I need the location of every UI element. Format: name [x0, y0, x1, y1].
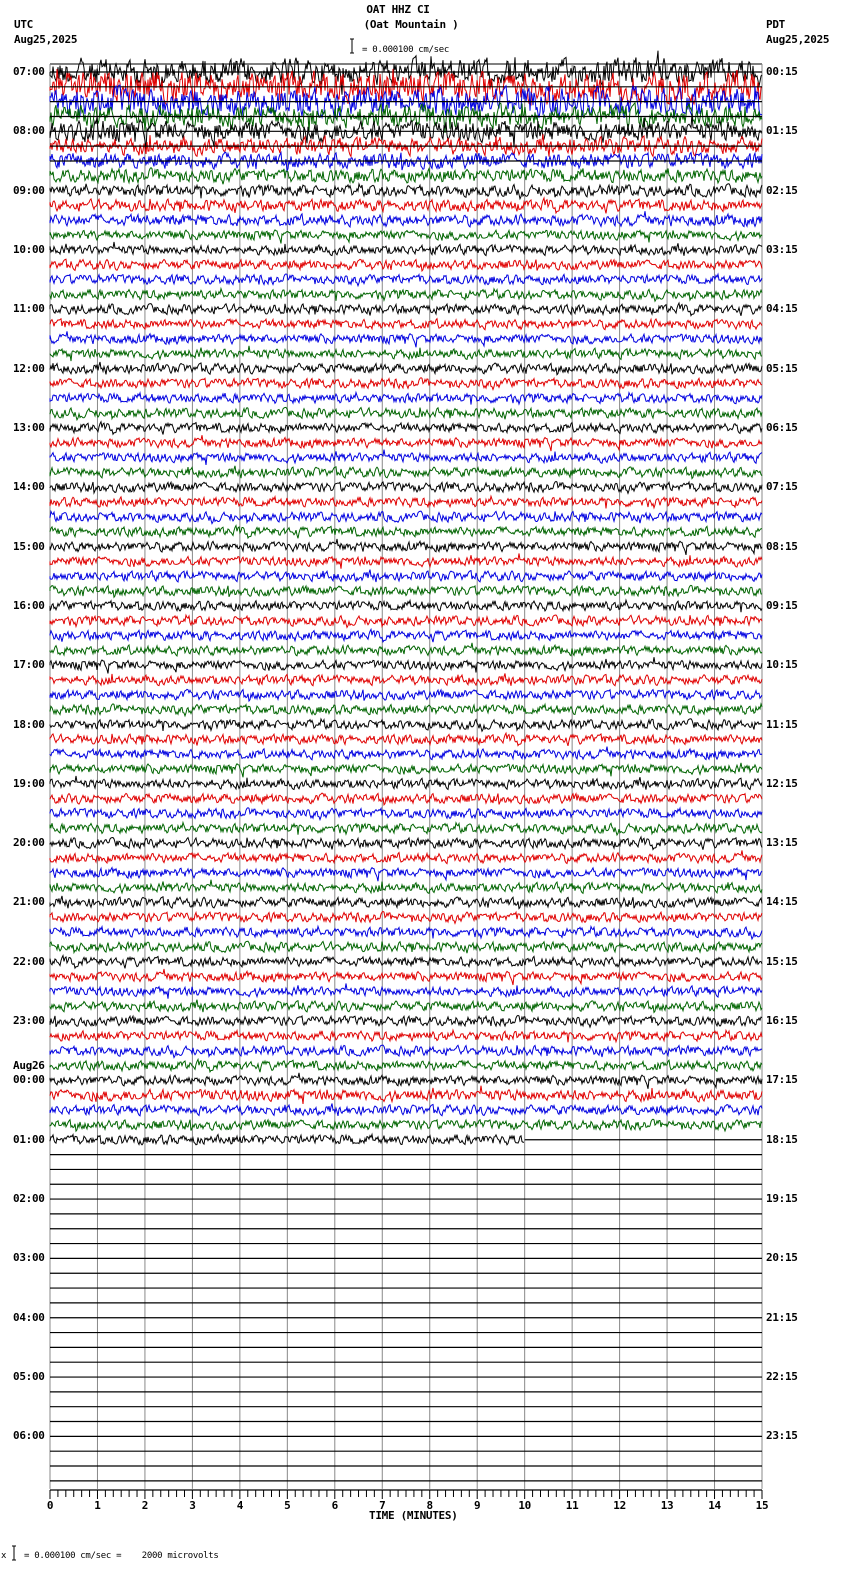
utc-label: UTC [14, 18, 33, 31]
utc-hour-label: 14:00 [13, 480, 45, 494]
x-tick-label: 6 [331, 1499, 338, 1512]
x-tick-label: 12 [613, 1499, 626, 1512]
pdt-hour-label: 10:15 [766, 658, 798, 672]
x-tick-label: 4 [236, 1499, 244, 1512]
pdt-hour-label: 23:15 [766, 1429, 798, 1443]
utc-hour-label: 02:00 [13, 1192, 45, 1206]
pdt-hour-label: 04:15 [766, 302, 798, 316]
pdt-hour-label: 08:15 [766, 539, 798, 553]
utc-hour-label: 11:00 [13, 302, 45, 316]
x-tick-label: 11 [565, 1499, 579, 1512]
utc-hour-label: 03:00 [13, 1251, 45, 1265]
pdt-hour-label: 13:15 [766, 836, 798, 850]
utc-date: Aug25,2025 [14, 33, 78, 46]
x-axis-title: TIME (MINUTES) [369, 1509, 458, 1522]
utc-hour-label: 21:00 [13, 895, 45, 909]
scale-label: = 0.000100 cm/sec [362, 45, 450, 55]
pdt-hour-label: 12:15 [766, 776, 798, 790]
pdt-hour-label: 07:15 [766, 480, 798, 494]
x-tick-label: 5 [284, 1499, 291, 1512]
x-tick-label: 3 [189, 1499, 196, 1512]
pdt-hour-label: 20:15 [766, 1251, 798, 1265]
station-title: OAT HHZ CI [366, 3, 430, 16]
utc-hour-label: 05:00 [13, 1370, 45, 1384]
pdt-hour-label: 17:15 [766, 1073, 798, 1087]
utc-hour-label: 15:00 [13, 539, 45, 553]
utc-hour-label: 16:00 [13, 598, 45, 612]
utc-hour-label: 12:00 [13, 361, 45, 375]
utc-hour-label: 20:00 [13, 836, 45, 850]
utc-hour-label: 07:00 [13, 65, 45, 78]
pdt-hour-label: 11:15 [766, 717, 798, 731]
pdt-hour-label: 01:15 [766, 124, 798, 138]
x-tick-label: 14 [708, 1499, 721, 1512]
utc-hour-label: 09:00 [13, 183, 45, 197]
x-tick-label: 7 [379, 1499, 386, 1512]
utc-hour-label: 00:00 [13, 1073, 45, 1087]
utc-hour-label: 23:00 [13, 1014, 45, 1028]
utc-hour-label: 17:00 [13, 658, 45, 672]
utc-hour-label: 04:00 [13, 1310, 45, 1324]
pdt-hour-label: 05:15 [766, 361, 798, 375]
footer-scale-note: = 0.000100 cm/sec = 2000 microvolts [24, 1551, 219, 1561]
pdt-hour-label: 14:15 [766, 895, 798, 909]
pdt-hour-label: 18:15 [766, 1132, 798, 1146]
pdt-label: PDT [766, 18, 785, 31]
utc-hour-label: 19:00 [13, 776, 45, 790]
pdt-hour-label: 19:15 [766, 1192, 798, 1206]
pdt-hour-label: 00:15 [766, 65, 798, 78]
x-tick-label: 9 [474, 1499, 481, 1512]
pdt-date: Aug25,2025 [766, 33, 830, 46]
footer-prefix: x [1, 1551, 7, 1561]
utc-hour-label: 01:00 [13, 1132, 45, 1146]
utc-hour-label: 06:00 [13, 1429, 45, 1443]
pdt-hour-label: 02:15 [766, 183, 798, 197]
x-tick-label: 2 [141, 1499, 149, 1512]
utc-hour-label: 13:00 [13, 420, 45, 434]
pdt-hour-label: 21:15 [766, 1310, 798, 1324]
utc-hour-label: 10:00 [13, 242, 45, 256]
pdt-hour-label: 03:15 [766, 242, 798, 256]
date-change-label: Aug26 [13, 1059, 45, 1073]
x-tick-label: 13 [660, 1499, 674, 1512]
x-tick-label: 0 [46, 1499, 54, 1512]
utc-hour-label: 18:00 [13, 717, 45, 731]
pdt-hour-label: 09:15 [766, 598, 798, 612]
utc-hour-label: 08:00 [13, 124, 45, 138]
x-tick-label: 10 [518, 1499, 531, 1512]
x-tick-label: 1 [94, 1499, 101, 1512]
pdt-hour-label: 15:15 [766, 954, 798, 968]
footer-scale-bar-icon [11, 1545, 17, 1561]
x-tick-label: 8 [426, 1499, 433, 1512]
pdt-hour-label: 16:15 [766, 1014, 798, 1028]
pdt-hour-label: 06:15 [766, 420, 798, 434]
pdt-hour-label: 22:15 [766, 1370, 798, 1384]
x-tick-label: 15 [755, 1499, 769, 1512]
site-name: (Oat Mountain ) [363, 18, 459, 31]
utc-hour-label: 22:00 [13, 954, 45, 968]
